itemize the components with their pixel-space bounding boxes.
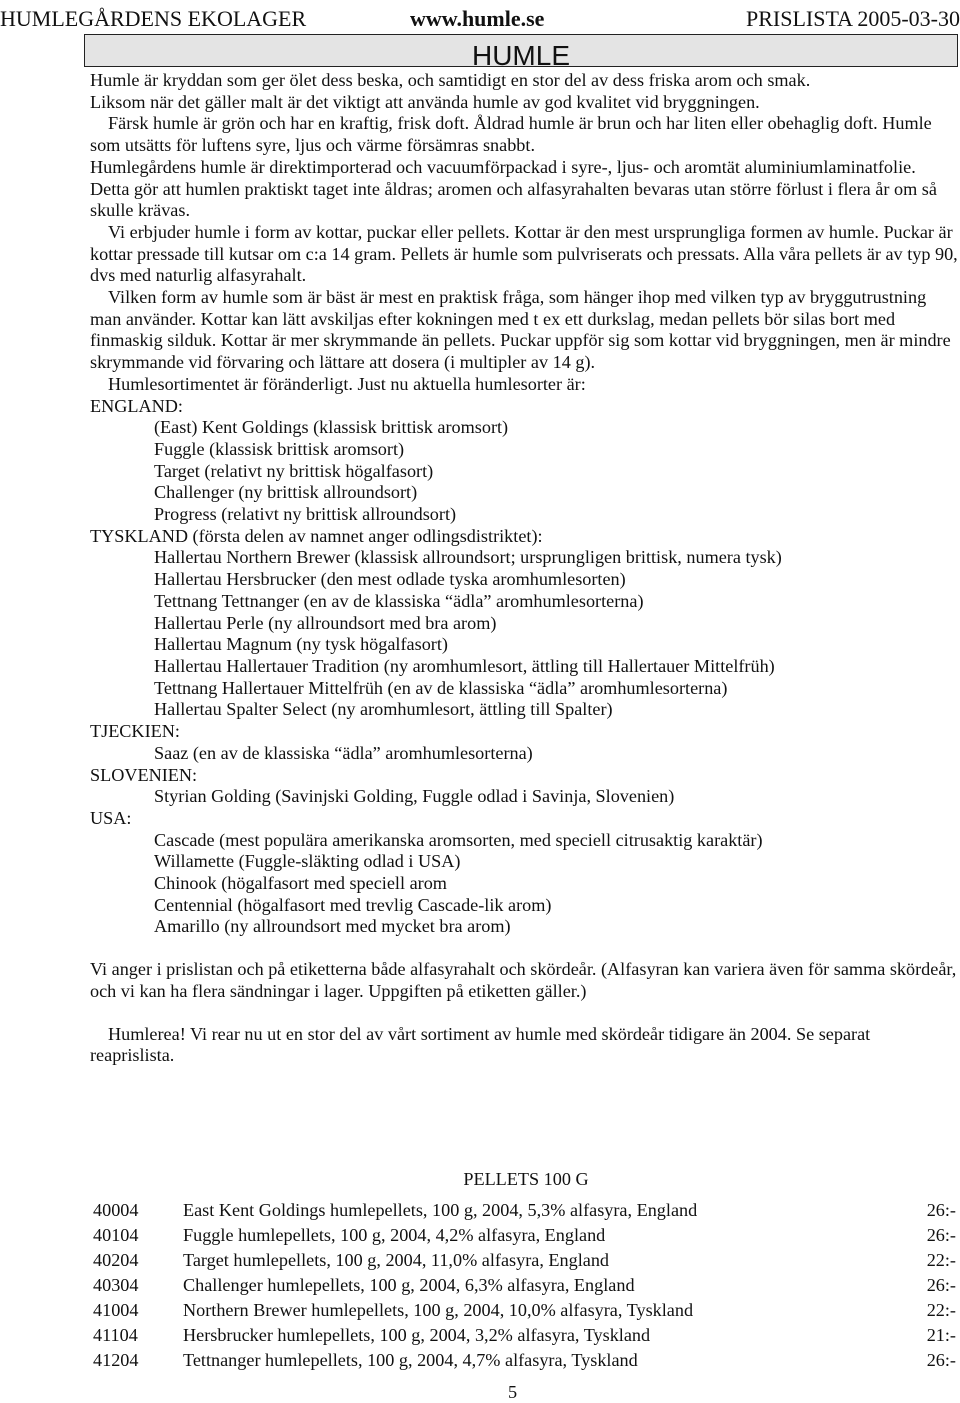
country-label-tyskland: TYSKLAND (första delen av namnet anger odlingsdistriktet): — [90, 525, 543, 546]
variety-item: Cascade (mest populära amerikanska aromsorten, med speciell citrusaktig karaktär) — [154, 829, 763, 850]
variety-item: (East) Kent Goldings (klassisk brittisk aromsort) — [154, 417, 509, 438]
sale-note: Humlerea! Vi rear nu ut en stor del av vårt sortiment av humle med skördeår tidigare än 2004. Se separat reaprislista. — [90, 1023, 871, 1066]
variety-item: Hallertau Perle (ny allroundsort med bra arom) — [154, 612, 497, 633]
price-row — [0, 1248, 960, 1273]
variety-item: Target (relativt ny brittisk högalfasort) — [154, 460, 434, 481]
variety-item: Styrian Golding (Savinjski Golding, Fuggle odlad i Savinja, Slovenien) — [154, 786, 675, 807]
price-row — [0, 1198, 960, 1223]
spacer — [90, 1003, 958, 1024]
variety-item: Hallertau Spalter Select (ny aromhumlesort, ättling till Spalter) — [154, 699, 613, 720]
intro-paragraph: Humlesortimentet är föränderligt. Just nu aktuella humlesorter är: — [108, 373, 586, 394]
variety-item: Saaz (en av de klassiska “ädla” aromhumlesorterna) — [154, 742, 533, 763]
variety-item: Hallertau Magnum (ny tysk högalfasort) — [154, 634, 448, 655]
variety-item: Willamette (Fuggle-släkting odlad i USA) — [154, 851, 461, 872]
price-list-title: PELLETS 100 G — [463, 1169, 589, 1189]
variety-item: Centennial (högalfasort med trevlig Cascade-lik arom) — [154, 894, 552, 915]
product-price: 22:- — [926, 1250, 956, 1270]
country-label-usa: USA: — [90, 807, 132, 828]
product-description: East Kent Goldings humlepellets, 100 g, 2004, 5,3% alfasyra, England — [183, 1200, 698, 1220]
alfasyra-note: Vi anger i prislistan och på etiketterna både alfasyrahalt och skördeår. (Alfasyran kan variera även för samma skördeår, och vi kan ha flera sändningar i lager. Uppgiften på etiketten gäller.) — [90, 959, 957, 1001]
price-row — [0, 1273, 960, 1298]
product-description: Target humlepellets, 100 g, 2004, 11,0% alfasyra, England — [183, 1250, 610, 1270]
product-price: 26:- — [926, 1200, 956, 1220]
variety-item: Chinook (högalfasort med speciell arom — [154, 873, 447, 894]
variety-item: Challenger (ny brittisk allroundsort) — [154, 482, 418, 503]
product-description: Challenger humlepellets, 100 g, 2004, 6,3% alfasyra, England — [183, 1275, 635, 1295]
country-label-tjeckien: TJECKIEN: — [90, 721, 180, 742]
product-description: Tettnanger humlepellets, 100 g, 2004, 4,7% alfasyra, Tyskland — [183, 1350, 638, 1370]
variety-item: Hallertau Hallertauer Tradition (ny aromhumlesort, ättling till Hallertauer Mittelfrüh) — [154, 655, 775, 676]
intro-paragraph: Färsk humle är grön och har en kraftig, frisk doft. Åldrad humle är brun och har liten eller obehaglig doft. Humle som utsätts för luftens syre, ljus och värme försämras snabbt. — [90, 113, 932, 156]
article-number: 40304 — [93, 1275, 139, 1295]
product-description: Fuggle humlepellets, 100 g, 2004, 4,2% alfasyra, England — [183, 1225, 606, 1245]
spacer — [90, 938, 958, 959]
page-number: 5 — [508, 1382, 518, 1402]
country-label-slovenien: SLOVENIEN: — [90, 764, 198, 785]
company-name: HUMLEGÅRDENS EKOLAGER — [0, 6, 307, 31]
section-title-box — [84, 34, 958, 71]
product-price: 22:- — [926, 1300, 956, 1320]
product-price: 26:- — [926, 1350, 956, 1370]
price-row — [0, 1348, 960, 1373]
price-row — [0, 1323, 960, 1348]
article-number: 41004 — [93, 1300, 139, 1320]
variety-item: Progress (relativt ny brittisk allroundsort) — [154, 504, 457, 525]
country-label-england: ENGLAND: — [90, 395, 183, 416]
intro-paragraph: Vilken form av humle som är bäst är mest en praktisk fråga, som hänger ihop med vilken typ av bryggutrustning man använder. Kottar kan lätt avskiljas efter kokningen med t ex ett durkslag, medan pellets bör silas bort med finmaskig silduk. Kottar är mer skrymmande än pellets. Puckar uppför sig som kottar vid bryggningen, men är mindre skrymmande vid förvaring och lättare att dosera (i multipler av 14 g). — [90, 287, 951, 373]
article-number: 40004 — [93, 1200, 139, 1220]
article-number: 41104 — [93, 1325, 138, 1345]
section-title: HUMLE — [471, 40, 570, 71]
product-price: 26:- — [926, 1275, 956, 1295]
price-row — [0, 1223, 960, 1248]
price-row — [0, 1298, 960, 1323]
intro-paragraph: Humle är kryddan som ger ölet dess beska, och samtidigt en stor del av dess friska arom och smak. — [90, 70, 811, 90]
article-number: 41204 — [93, 1350, 139, 1370]
pricelist-date: PRISLISTA 2005-03-30 — [746, 6, 960, 31]
intro-paragraph: Liksom när det gäller malt är det viktigt att använda humle av god kvalitet vid bryggningen. — [90, 91, 760, 112]
variety-item: Fuggle (klassisk brittisk aromsort) — [154, 438, 405, 459]
variety-item: Amarillo (ny allroundsort med mycket bra arom) — [154, 916, 511, 937]
product-description: Hersbrucker humlepellets, 100 g, 2004, 3,2% alfasyra, Tyskland — [183, 1325, 651, 1345]
website-link[interactable]: www.humle.se — [410, 6, 545, 31]
running-header — [0, 4, 960, 34]
product-price: 26:- — [926, 1225, 956, 1245]
variety-item: Tettnang Tettnanger (en av de klassiska “ädla” aromhumlesorterna) — [154, 590, 644, 611]
article-number: 40204 — [93, 1250, 139, 1270]
variety-item: Hallertau Hersbrucker (den mest odlade tyska aromhumlesorten) — [154, 569, 626, 590]
variety-item: Tettnang Hallertauer Mittelfrüh (en av de klassiska “ädla” aromhumlesorterna) — [154, 677, 728, 698]
hops-description — [90, 70, 958, 1067]
intro-paragraph: Vi erbjuder humle i form av kottar, puckar eller pellets. Kottar är den mest ursprungliga formen av humle. Puckar är kottar pressade till kutsar om c:a 14 gram. Pellets är humle som pulvriserats och pressats. Alla våra pellets är av typ 90, dvs med naturlig alfasyrahalt. — [90, 221, 958, 286]
intro-paragraph: Humlegårdens humle är direktimporterad och vacuumförpackad i syre-, ljus- och aromtät aluminiumlaminatfolie. Detta gör att humlen praktiskt taget inte åldras; aromen och alfasyrahalten bevaras utan större förlust i flera år om så skulle krävas. — [90, 156, 937, 221]
variety-item: Hallertau Northern Brewer (klassisk allroundsort; ursprungligen brittisk, numera tysk) — [154, 547, 782, 568]
product-description: Northern Brewer humlepellets, 100 g, 2004, 10,0% alfasyra, Tyskland — [183, 1300, 694, 1320]
article-number: 40104 — [93, 1225, 139, 1245]
product-price: 21:- — [926, 1325, 956, 1345]
